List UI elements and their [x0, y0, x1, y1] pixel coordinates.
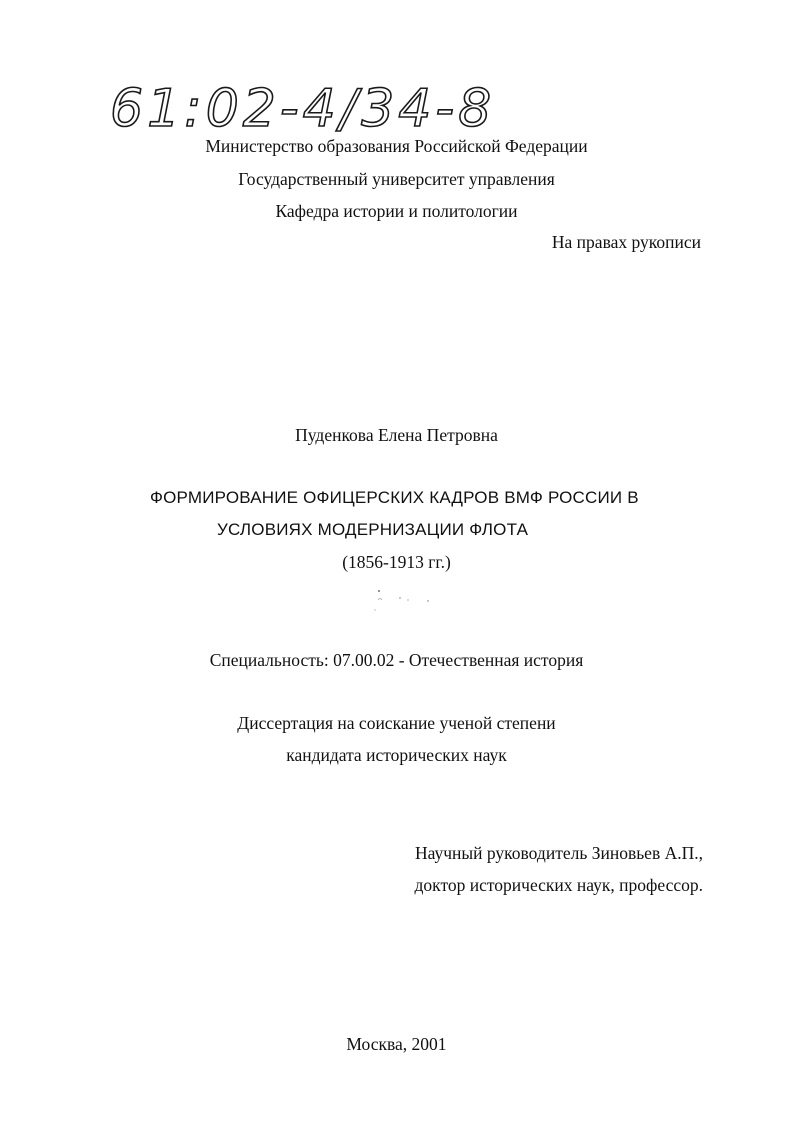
ministry-name: Министерство образования Российской Федерации [205, 136, 588, 156]
svg-text:61:02-4/34-8: 61:02-4/34-8 [110, 79, 496, 139]
manuscript-rights-note: На правах рукописи [551, 232, 701, 252]
city-year: Москва, 2001 [346, 1034, 447, 1054]
degree-line2: кандидата исторических наук [286, 745, 507, 765]
supervisor-credentials: доктор исторических наук, профессор. [414, 875, 703, 895]
title-years: (1856-1913 гг.) [342, 552, 451, 572]
dissertation-title-line1: ФОРМИРОВАНИЕ ОФИЦЕРСКИХ КАДРОВ ВМФ РОССИИ В [150, 488, 639, 507]
university-name: Государственный университет управления [238, 169, 555, 189]
handwritten-catalog-code [108, 70, 538, 145]
author-name: Пуденкова Елена Петровна [295, 425, 498, 445]
degree-line1: Диссертация на соискание ученой степени [237, 713, 556, 733]
department-name: Кафедра истории и политологии [275, 201, 518, 221]
supervisor-name: Научный руководитель Зиновьев А.П., [414, 843, 703, 863]
specialty-code: Специальность: 07.00.02 - Отечественная история [209, 650, 584, 670]
scan-artefact-marks [370, 588, 450, 618]
dissertation-title-line2: УСЛОВИЯХ МОДЕРНИЗАЦИИ ФЛОТА [217, 520, 529, 539]
